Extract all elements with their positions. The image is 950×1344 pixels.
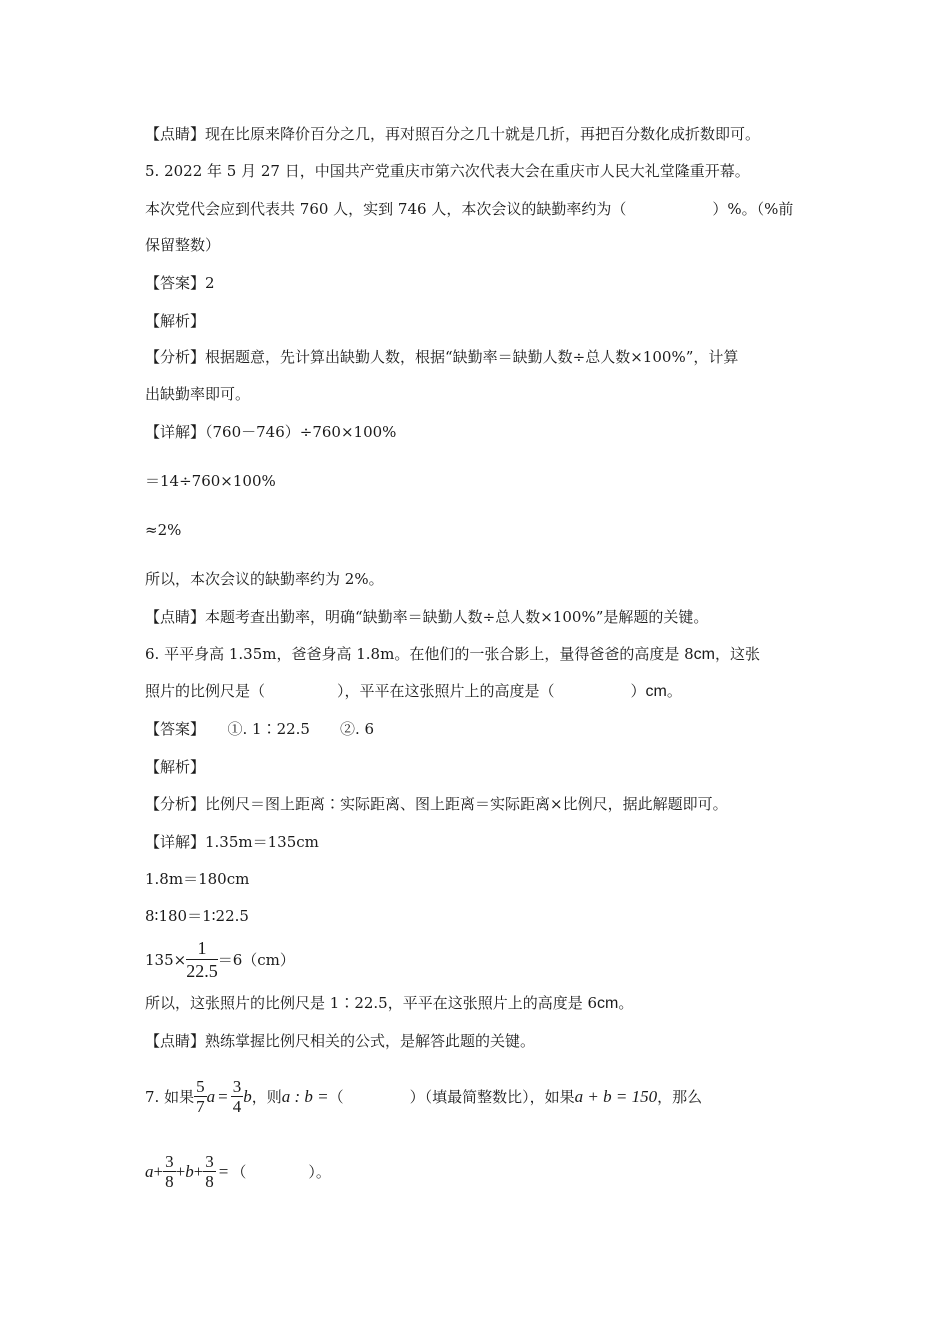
text: 6. 平平身高 1.35m，爸爸身高 1.8m。在他们的一张合影上，量得爸爸的高度是 8 bbox=[145, 645, 694, 663]
text: 8∶180＝1∶22.5 bbox=[145, 907, 249, 925]
analysis-5 bbox=[145, 346, 815, 368]
text: 本次党代会应到代表共 760 人，实到 746 人，本次会议的缺勤率约为（ bbox=[145, 200, 627, 218]
sum-expression: a + b = 150 bbox=[574, 1087, 658, 1106]
text: ）。 bbox=[308, 1163, 331, 1181]
fraction bbox=[186, 937, 218, 982]
plus-sign: + bbox=[175, 1162, 186, 1181]
text: 出缺勤率即可。 bbox=[145, 385, 251, 403]
text: 7. 如果 bbox=[145, 1088, 195, 1106]
text: ） bbox=[630, 682, 646, 700]
fraction-numerator: 3 bbox=[232, 1076, 242, 1096]
detail-6-step4 bbox=[145, 938, 815, 982]
text: 所以，这张照片的比例尺是 1∶22.5，平平在这张照片上的高度是 6 bbox=[145, 994, 598, 1012]
question-5-note bbox=[145, 234, 815, 256]
text: ≈2% bbox=[145, 521, 182, 539]
text: 照片的比例尺是（ bbox=[145, 682, 266, 700]
detail-5-step1 bbox=[145, 421, 815, 443]
text: 【答案】2 bbox=[145, 274, 215, 292]
equals-sign: = bbox=[218, 1162, 229, 1181]
question-6 bbox=[145, 643, 815, 666]
fraction-denominator: 8 bbox=[165, 1171, 174, 1191]
variable-a: a bbox=[206, 1087, 216, 1106]
fraction-numerator: 3 bbox=[205, 1151, 214, 1171]
fraction-numerator: 3 bbox=[165, 1151, 174, 1171]
text: 【点睛】本题考查出勤率，明确“缺勤率＝缺勤人数÷总人数×100%”是解题的关键。 bbox=[145, 608, 709, 626]
detail-6-step2 bbox=[145, 868, 815, 890]
fraction bbox=[231, 1077, 244, 1116]
text: 【分析】根据题意，先计算出缺勤人数，根据“缺勤率＝缺勤人数÷总人数×100%”，计算 bbox=[145, 348, 739, 366]
text: 。 bbox=[618, 994, 634, 1012]
text: ，这张 bbox=[714, 645, 760, 663]
text: 【详解】1.35m＝135cm bbox=[145, 833, 319, 851]
analysis-5-cont bbox=[145, 383, 815, 405]
detail-6-step1 bbox=[145, 831, 815, 853]
text: 【分析】比例尺＝图上距离∶实际距离、图上距离＝实际距离×比例尺，据此解题即可。 bbox=[145, 795, 728, 813]
variable-b: b bbox=[185, 1162, 194, 1181]
plus-sign: + bbox=[153, 1162, 164, 1181]
fraction bbox=[194, 1077, 207, 1116]
fraction-numerator: 1 bbox=[186, 937, 218, 960]
variable-a: a bbox=[145, 1162, 154, 1181]
text: 【解析】 bbox=[145, 758, 206, 776]
text: 。 bbox=[666, 682, 682, 700]
variable-b: b bbox=[243, 1087, 252, 1106]
fraction bbox=[163, 1152, 176, 1191]
text: ）（填最简整数比），如果 bbox=[409, 1088, 575, 1106]
text: 保留整数） bbox=[145, 236, 221, 254]
text: 【点睛】现在比原来降价百分之几，再对照百分之几十就是几折，再把百分数化成折数即可。 bbox=[145, 125, 761, 143]
text: ，那么 bbox=[657, 1088, 703, 1106]
text: ＝14÷760×100% bbox=[145, 472, 276, 490]
fraction bbox=[203, 1152, 216, 1191]
plus-sign: + bbox=[193, 1162, 204, 1181]
answer-5 bbox=[145, 272, 815, 294]
question-5-cont bbox=[145, 198, 815, 220]
detail-6-conclusion bbox=[145, 992, 815, 1015]
point-note-6 bbox=[145, 1030, 815, 1052]
fraction-denominator: 8 bbox=[205, 1171, 214, 1191]
analysis-6 bbox=[145, 793, 815, 815]
text: 135× bbox=[145, 951, 187, 969]
unit-cm: cm bbox=[693, 646, 715, 663]
fraction-numerator: 5 bbox=[196, 1076, 205, 1096]
text: 【答案】 ①. 1∶22.5 ②. 6 bbox=[145, 720, 375, 738]
unit-cm: cm bbox=[645, 683, 667, 700]
detail-5-step2 bbox=[145, 470, 815, 492]
point-note-5 bbox=[145, 606, 815, 628]
fraction-denominator: 7 bbox=[196, 1096, 205, 1116]
text: （ bbox=[328, 1088, 344, 1106]
text: 1.8m＝180cm bbox=[145, 870, 250, 888]
question-5 bbox=[145, 160, 815, 182]
detail-5-step3 bbox=[145, 519, 815, 541]
equals-sign: = bbox=[218, 1087, 228, 1106]
text: ＝6（cm） bbox=[217, 951, 295, 969]
fraction-denominator: 22.5 bbox=[186, 960, 218, 981]
text: 5. 2022 年 5 月 27 日，中国共产党重庆市第六次代表大会在重庆市人民大礼堂隆重开幕。 bbox=[145, 162, 750, 180]
text: 所以，本次会议的缺勤率约为 2%。 bbox=[145, 570, 384, 588]
point-note-4 bbox=[145, 123, 815, 145]
analysis-heading-5 bbox=[145, 310, 815, 332]
analysis-heading-6 bbox=[145, 756, 815, 778]
detail-6-step3 bbox=[145, 905, 815, 927]
text: 【详解】（760－746）÷760×100% bbox=[145, 423, 397, 441]
detail-5-conclusion bbox=[145, 568, 815, 590]
question-7 bbox=[145, 1074, 815, 1120]
text: （ bbox=[231, 1163, 247, 1181]
text: ，则 bbox=[251, 1088, 282, 1106]
text: 【点睛】熟练掌握比例尺相关的公式，是解答此题的关键。 bbox=[145, 1032, 536, 1050]
answer-6 bbox=[145, 718, 815, 740]
question-6-cont bbox=[145, 680, 815, 703]
text: ），平平在这张照片上的高度是（ bbox=[337, 682, 555, 700]
text: ）%。（%前 bbox=[712, 200, 794, 218]
text: 【解析】 bbox=[145, 312, 206, 330]
question-7-cont bbox=[145, 1149, 815, 1195]
ratio-expression: a : b = bbox=[281, 1087, 329, 1106]
fraction-denominator: 4 bbox=[232, 1096, 242, 1116]
unit-cm: cm bbox=[597, 995, 619, 1012]
